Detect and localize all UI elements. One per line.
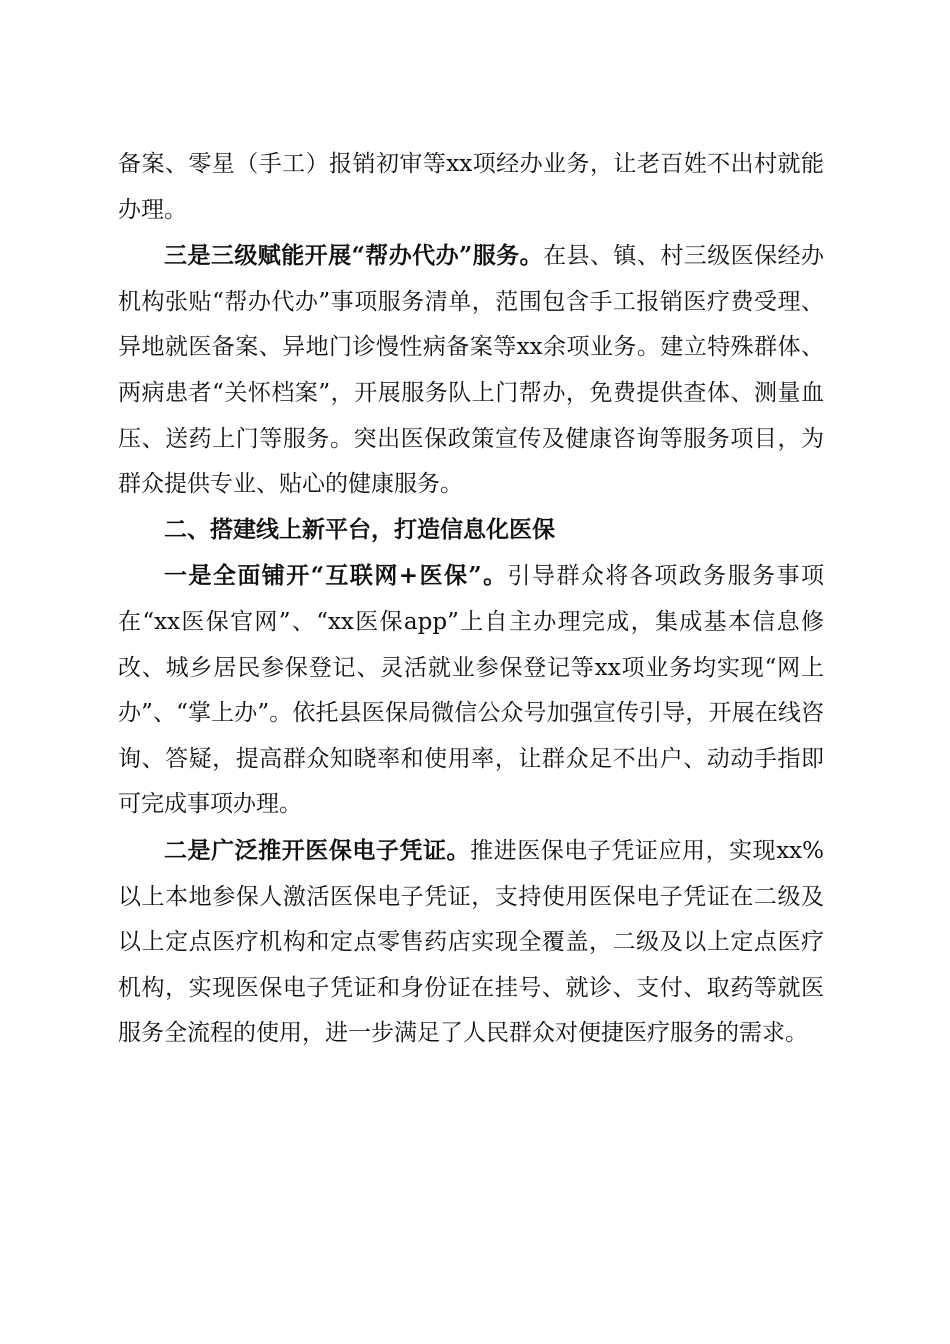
paragraph-internet-medical [118,553,824,828]
paragraph-electronic-voucher [118,828,824,1057]
paragraph-text: 引导群众将各项政务服务事项在“xx医保官网”、“xx医保app”上自主办理完成，集成基本信息修改、城乡居民参保登记、灵活就业参保登记等xx项业务均实现“网上办”、“掌上办”。依托县医保局微信公众号加强宣传引导，开展在线咨询、答疑，提高群众知晓率和使用率，让群众足不出户、动动手指即可完成事项办理。 [118,563,824,818]
paragraph-text: 推进医保电子凭证应用，实现xx%以上本地参保人激活医保电子凭证，支持使用医保电子凭证在二级及以上定点医疗机构和定点零售药店实现全覆盖，二级及以上定点医疗机构，实现医保电子凭证和身份证在挂号、就诊、支付、取药等就医服务全流程的使用，进一步满足了人民群众对便捷医疗服务的需求。 [118,837,825,1047]
section-heading: 二、搭建线上新平台，打造信息化医保 [164,516,555,543]
document-body [118,142,824,1057]
paragraph-text: 在县、镇、村三级医保经办机构张贴“帮办代办”事项服务清单，范围包含手工报销医疗费受理、异地就医备案、异地门诊慢性病备案等xx余项业务。建立特殊群体、两病患者“关怀档案”，开展服务队上门帮办，免费提供查体、测量血压、送药上门等服务。突出医保政策宣传及健康咨询等服务项目，为群众提供专业、贴心的健康服务。 [118,243,825,498]
paragraph-lead: 二是广泛推开医保电子凭证。 [164,836,471,864]
paragraph-continuation [118,142,824,233]
paragraph-text: 备案、零星（手工）报销初审等xx项经办业务，让老百姓不出村就能办理。 [118,151,824,223]
paragraph-lead: 三是三级赋能开展“帮办代办”服务。 [164,242,544,270]
paragraph-lead: 一是全面铺开“互联网+医保”。 [164,562,508,590]
paragraph-help-service [118,233,824,508]
